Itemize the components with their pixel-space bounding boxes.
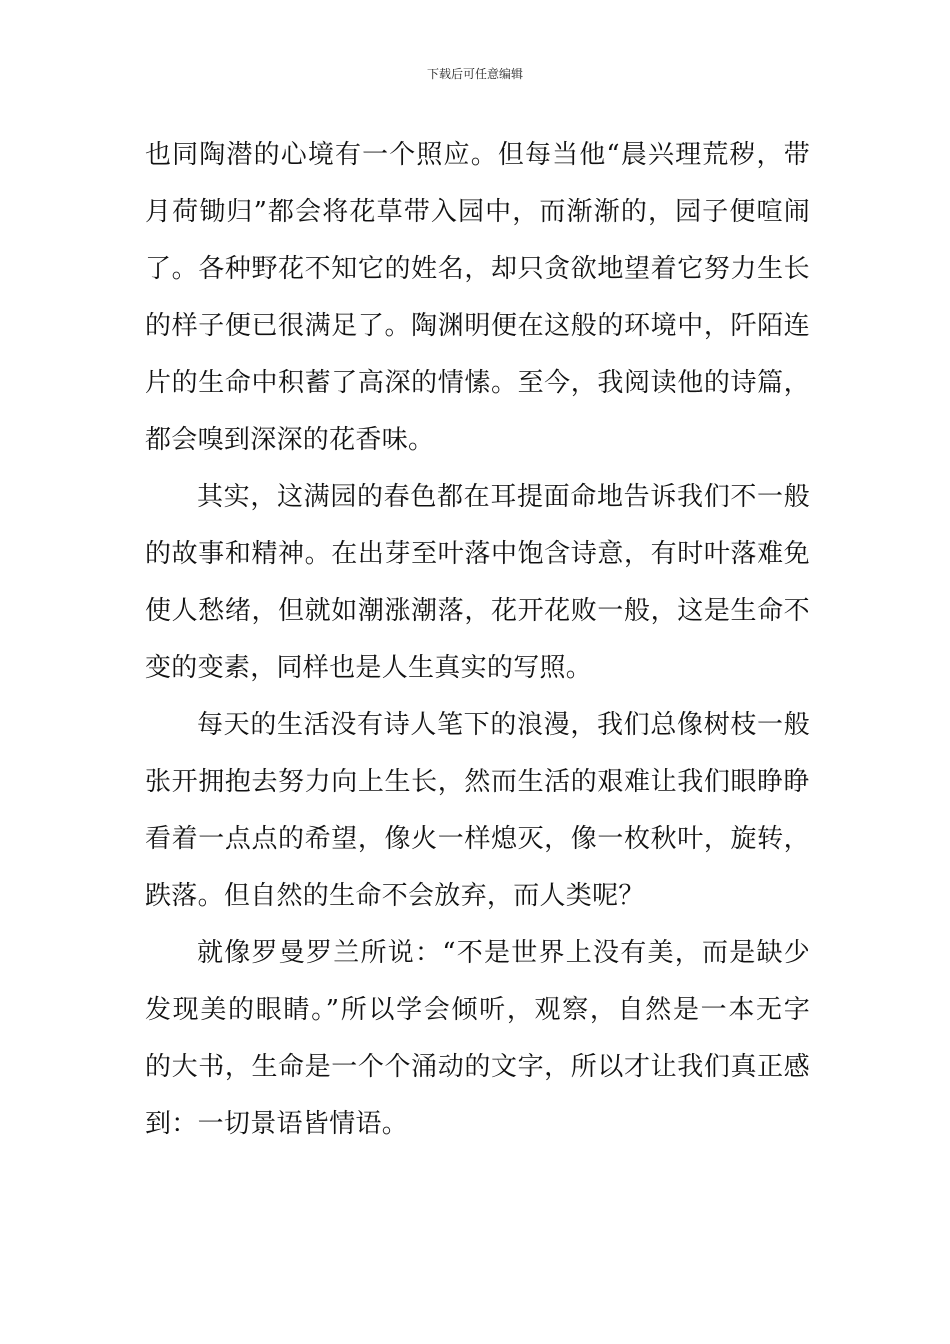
text-line: 都会嗅到深深的花香味。 (145, 425, 435, 455)
text-line: 到：一切景语皆情语。 (145, 1109, 409, 1139)
text-line: 就像罗曼罗兰所说：“不是世界上没有美，而是缺少 (197, 938, 810, 968)
text-line: 变的变素，同样也是人生真实的写照。 (145, 653, 593, 683)
text-line: 发现美的眼睛。”所以学会倾听，观察，自然是一本无字 (145, 995, 810, 1025)
text-line: 看着一点点的希望，像火一样熄灭，像一枚秋叶，旋转， (145, 824, 810, 854)
text-line: 其实，这满园的春色都在耳提面命地告诉我们不一般 (197, 482, 810, 512)
page-header: 下载后可任意编辑 (426, 67, 523, 81)
text-line: 的大书，生命是一个个涌动的文字，所以才让我们真正感 (145, 1052, 810, 1082)
text-line: 了。各种野花不知它的姓名，却只贪欲地望着它努力生长 (145, 254, 810, 284)
paragraph (145, 925, 810, 1153)
text-line: 也同陶潜的心境有一个照应。但每当他“晨兴理荒秽，带 (145, 140, 810, 170)
text-line: 的故事和精神。在出芽至叶落中饱含诗意，有时叶落难免 (145, 539, 810, 569)
paragraph (145, 697, 810, 925)
text-line: 的样子便已很满足了。陶渊明便在这般的环境中，阡陌连 (145, 311, 810, 341)
text-line: 每天的生活没有诗人笔下的浪漫，我们总像树枝一般 (197, 710, 810, 740)
text-line: 月荷锄归”都会将花草带入园中，而渐渐的，园子便喧闹 (145, 197, 810, 227)
paragraph (145, 127, 810, 469)
text-line: 使人愁绪，但就如潮涨潮落，花开花败一般，这是生命不 (145, 596, 810, 626)
document-body (145, 127, 810, 1153)
text-line: 张开拥抱去努力向上生长，然而生活的艰难让我们眼睁睁 (145, 767, 810, 797)
paragraph (145, 469, 810, 697)
text-line: 跌落。但自然的生命不会放弃，而人类呢？ (145, 881, 645, 911)
text-line: 片的生命中积蓄了高深的情愫。至今，我阅读他的诗篇， (145, 368, 810, 398)
